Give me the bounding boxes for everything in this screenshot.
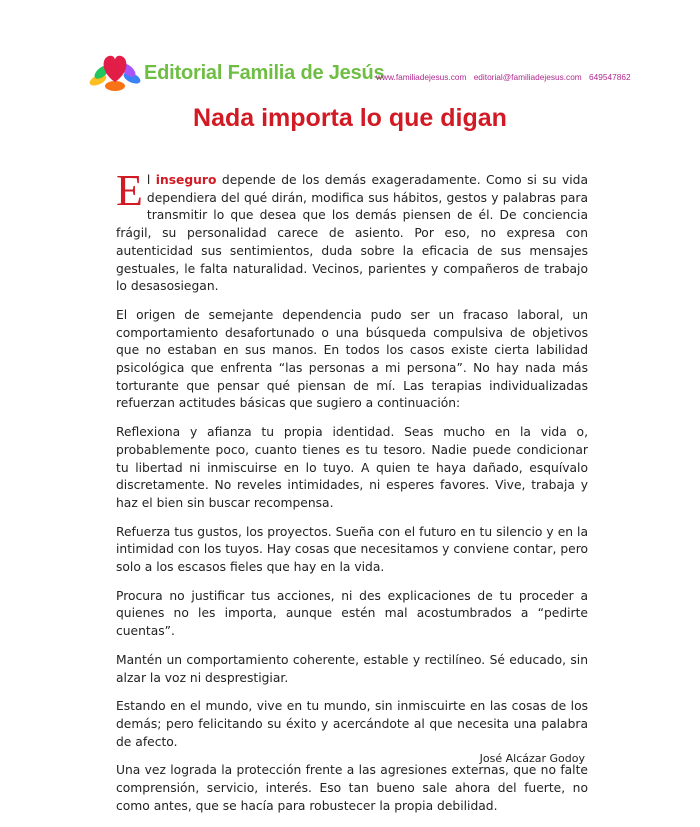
drop-cap: E [116, 166, 143, 215]
author-signature: José Alcázar Godoy [479, 752, 585, 765]
intro-lead: l [146, 173, 156, 187]
article-title: Nada importa lo que digan [193, 104, 507, 132]
website-link[interactable]: www.familiadejesus.com [376, 72, 467, 82]
intro-text: depende de los demás exageradamente. Como si su vida dependiera del qué dirán, modifica sus hábitos, gestos y palabras para transmitir lo que desea que los demás piensen de él. De conciencia frágil, su personalidad carece de asiento. Por eso, no expresa con autenticidad sus sentimientos, duda sobre la eficacia de sus mensajes gestuales, le falta naturalidad. Vecinos, parientes y compañeros de trabajo lo desasosiegan. [116, 173, 589, 294]
body-paragraph: Refuerza tus gustos, los proyectos. Sueña con el futuro en tu silencio y en la intimidad con los tuyos. Hay cosas que necesitamos y conviene contar, pero solo a los escasos fieles que hay en la vida. [116, 524, 588, 575]
email-link[interactable]: editorial@familiadejesus.com [473, 72, 582, 82]
phone-number: 649547862 [589, 72, 631, 82]
body-paragraph: Reflexiona y afianza tu propia identidad. Seas mucho en la vida o, probablemente poco, cuanto tienes es tu tesoro. Nadie puede condicionar tu libertad ni inmiscuirse en lo tuyo. A quien te haya dañado, esquívalo discretamente. No reveles intimidades, ni esperes favores. Vive, trabaja y haz el bien sin buscar recompensa. [116, 425, 588, 510]
body-paragraph: Mantén un comportamiento coherente, estable y rectilíneo. Sé educado, sin alzar la voz ni desprestigiar. [116, 652, 588, 685]
body-paragraph: Procura no justificar tus acciones, ni des explicaciones de tu proceder a quienes no les importa, aunque estén mal acostumbrados a “pedirte cuentas”. [116, 588, 588, 639]
body-paragraph: Una vez lograda la protección frente a las agresiones externas, que no falte comprensión, servicio, interés. Eso tan bueno sale ahora del fuerte, no como antes, que se hacía para robustecer la propia debilidad. [116, 763, 588, 813]
heart-shape [104, 56, 127, 82]
header [88, 44, 648, 94]
keyword-highlight: inseguro [155, 173, 217, 187]
brand-name: Editorial Familia de Jesús [144, 62, 385, 84]
contact-info [376, 72, 636, 82]
body-paragraph: Estando en el mundo, vive en tu mundo, sin inmiscuirte en las cosas de los demás; pero felicitando su éxito y acercándote al que necesita una palabra de afecto. [116, 699, 588, 749]
article-body [116, 166, 589, 827]
body-paragraph: El origen de semejante dependencia pudo ser un fracaso laboral, un comportamiento desafortunado o una búsqueda compulsiva de objetivos que no estaban en sus manos. En todos los casos existe cierta labilidad psicológica que enfrenta “las personas a mi persona”. No hay nada más torturante que pensar qué piensan de mí. Las terapias individualizadas refuerzan actitudes básicas que sugiero a continuación: [116, 307, 588, 411]
intro-paragraph [116, 166, 589, 296]
heart-hands-logo-icon [88, 44, 142, 94]
